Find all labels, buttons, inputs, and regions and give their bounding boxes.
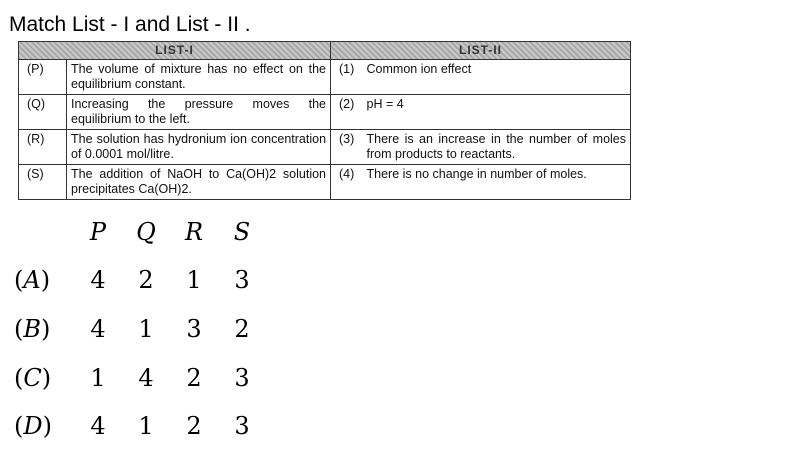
option-value: 1: [186, 266, 202, 294]
table-row: [19, 130, 631, 165]
option-label: (A): [14, 266, 51, 294]
list-i-item: Increasing the pressure moves the equilibrium to the left.: [67, 95, 331, 130]
option-label: (C): [14, 364, 52, 392]
column-header-s: S: [233, 218, 251, 246]
list-ii-item: There is no change in number of moles.: [367, 165, 631, 200]
list-ii-number: (3): [331, 130, 367, 165]
option-value: 4: [90, 266, 106, 294]
option-value: 4: [90, 412, 106, 440]
list-i-item: The addition of NaOH to Ca(OH)2 solution precipitates Ca(OH)2.: [67, 165, 331, 200]
table-row: [19, 95, 631, 130]
option-value: 2: [138, 266, 154, 294]
option-label: (B): [14, 315, 51, 343]
list-i-header: LIST-I: [19, 42, 331, 60]
option-value: 1: [138, 412, 154, 440]
option-value: 2: [234, 315, 250, 343]
column-header-q: Q: [136, 218, 156, 246]
row-tag: (R): [19, 130, 67, 165]
column-header-r: R: [184, 218, 204, 246]
option-value: 3: [234, 364, 250, 392]
list-ii-item: pH = 4: [367, 95, 631, 130]
list-i-item: The volume of mixture has no effect on the equilibrium constant.: [67, 60, 331, 95]
column-header-p: P: [89, 218, 107, 246]
list-ii-number: (2): [331, 95, 367, 130]
table-header-row: [19, 42, 631, 60]
list-ii-item: Common ion effect: [367, 60, 631, 95]
option-value: 3: [186, 315, 202, 343]
list-ii-number: (1): [331, 60, 367, 95]
row-tag: (P): [19, 60, 67, 95]
option-value: 1: [90, 364, 106, 392]
option-value: 2: [186, 412, 202, 440]
table-row: [19, 165, 631, 200]
option-value: 1: [138, 315, 154, 343]
question-title: Match List - I and List - II .: [9, 13, 251, 36]
row-tag: (S): [19, 165, 67, 200]
option-value: 4: [138, 364, 154, 392]
option-value: 3: [234, 266, 250, 294]
option-label: (D): [14, 412, 52, 440]
list-ii-number: (4): [331, 165, 367, 200]
list-i-item: The solution has hydronium ion concentration of 0.0001 mol/litre.: [67, 130, 331, 165]
row-tag: (Q): [19, 95, 67, 130]
list-ii-header: LIST-II: [331, 42, 631, 60]
option-value: 2: [186, 364, 202, 392]
option-value: 4: [90, 315, 106, 343]
table-row: [19, 60, 631, 95]
option-value: 3: [234, 412, 250, 440]
list-ii-item: There is an increase in the number of moles from products to reactants.: [367, 130, 631, 165]
match-table: [18, 41, 631, 200]
